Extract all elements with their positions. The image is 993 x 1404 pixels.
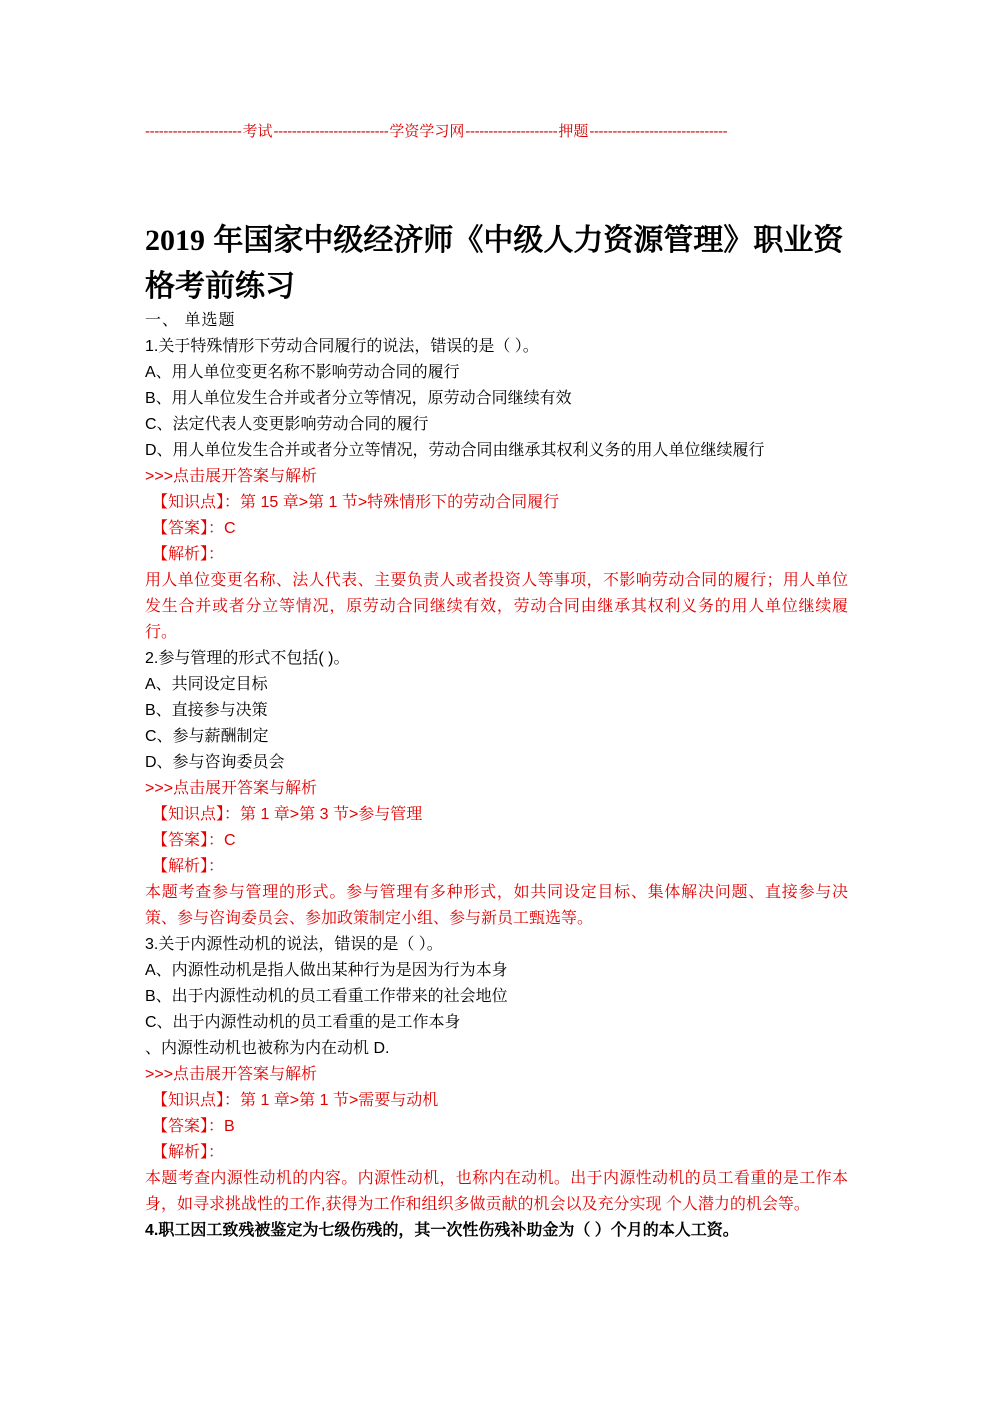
question-option[interactable]: C、参与薪酬制定 (145, 728, 269, 745)
analysis-label: 【解析】： (152, 546, 225, 563)
question-option[interactable]: D、用人单位发生合并或者分立等情况，劳动合同由继承其权利义务的用人单位继续履行 (145, 442, 765, 459)
answer-line (145, 516, 848, 542)
section-heading: 一、 单选题 (145, 312, 236, 329)
answer-value: B (224, 1118, 235, 1135)
analysis-label: 【解析】： (152, 1144, 225, 1161)
knowledge-point-line (145, 490, 848, 516)
knowledge-point-label: 【知识点】： (152, 494, 241, 511)
expand-answer-link[interactable]: >>>点击展开答案与解析 (145, 780, 318, 797)
question-list (145, 308, 848, 1244)
question-stem: 2.参与管理的形式不包括( )。 (145, 650, 350, 667)
analysis-text: 用人单位变更名称、法人代表、主要负责人或者投资人等事项，不影响劳动合同的履行；用人单位发生合并或者分立等情况，原劳动合同继续有效，劳动合同由继承其权利义务的用人单位继续履行。 (145, 572, 848, 641)
page-title (145, 218, 845, 310)
question-option[interactable]: B、出于内源性动机的员工看重工作带来的社会地位 (145, 988, 508, 1005)
answer-label: 【答案】： (152, 1118, 225, 1135)
watermark-dash-left: --------------------- (145, 123, 242, 140)
knowledge-point-value: 第 15 章>第 1 节>特殊情形下的劳动合同履行 (240, 494, 560, 511)
watermark-dash-mid-1: ------------------------- (273, 123, 389, 140)
question-block (145, 646, 848, 932)
expand-answer-link[interactable]: >>>点击展开答案与解析 (145, 468, 318, 485)
question-stem: 1.关于特殊情形下劳动合同履行的说法，错误的是（ ）。 (145, 338, 539, 355)
question-option[interactable]: B、用人单位发生合并或者分立等情况，原劳动合同继续有效 (145, 390, 572, 407)
knowledge-point-label: 【知识点】： (152, 806, 241, 823)
question-option[interactable]: D、参与咨询委员会 (145, 754, 285, 771)
analysis-text: 本题考查内源性动机的内容。内源性动机，也称内在动机。出于内源性动机的员工看重的是工作本身，如寻求挑战性的工作,获得为工作和组织多做贡献的机会以及充分实现 个人潜力的机会等。 (145, 1170, 848, 1213)
question-option[interactable]: A、用人单位变更名称不影响劳动合同的履行 (145, 364, 460, 381)
watermark-word-exam: 考试 (242, 123, 273, 140)
title-year: 2019 (145, 224, 205, 258)
knowledge-point-line (145, 1088, 848, 1114)
question-option[interactable]: A、内源性动机是指人做出某种行为是因为行为本身 (145, 962, 508, 979)
question-option[interactable]: A、共同设定目标 (145, 676, 268, 693)
expand-answer-link[interactable]: >>>点击展开答案与解析 (145, 1066, 318, 1083)
knowledge-point-value: 第 1 章>第 1 节>需要与动机 (240, 1092, 439, 1109)
knowledge-point-line (145, 802, 848, 828)
question-block (145, 932, 848, 1218)
answer-label: 【答案】： (152, 520, 225, 537)
question-stem: 3.关于内源性动机的说法，错误的是（ ）。 (145, 936, 443, 953)
question-option[interactable]: B、直接参与决策 (145, 702, 268, 719)
answer-line (145, 828, 848, 854)
answer-line (145, 1114, 848, 1140)
knowledge-point-value: 第 1 章>第 3 节>参与管理 (240, 806, 423, 823)
questions-root (145, 334, 848, 1218)
watermark-word-yati: 押题 (558, 123, 589, 140)
question-option[interactable]: C、法定代表人变更影响劳动合同的履行 (145, 416, 429, 433)
answer-value: C (224, 832, 236, 849)
watermark-dash-mid-2: -------------------- (465, 123, 558, 140)
question-block (145, 334, 848, 646)
question-option[interactable]: 、内源性动机也被称为内在动机 D. (145, 1040, 390, 1057)
knowledge-point-label: 【知识点】： (152, 1092, 241, 1109)
question-option[interactable]: C、出于内源性动机的员工看重的是工作本身 (145, 1014, 461, 1031)
watermark-word-site: 学资学习网 (389, 123, 465, 140)
trailing-question-stem: 4.职工因工致残被鉴定为七级伤残的，其一次性伤残补助金为（ ）个月的本人工资。 (145, 1222, 739, 1239)
analysis-text: 本题考查参与管理的形式。参与管理有多种形式，如共同设定目标、集体解决问题、直接参与决策、参与咨询委员会、参加政策制定小组、参与新员工甄选等。 (145, 884, 848, 927)
watermark-header (145, 122, 848, 142)
title-rest: 年国家中级经济师《中级人力资源管理》职业资格考前练习 (145, 224, 844, 304)
answer-label: 【答案】： (152, 832, 225, 849)
answer-value: C (224, 520, 236, 537)
analysis-label: 【解析】： (152, 858, 225, 875)
watermark-dash-right: ------------------------------ (589, 123, 728, 140)
